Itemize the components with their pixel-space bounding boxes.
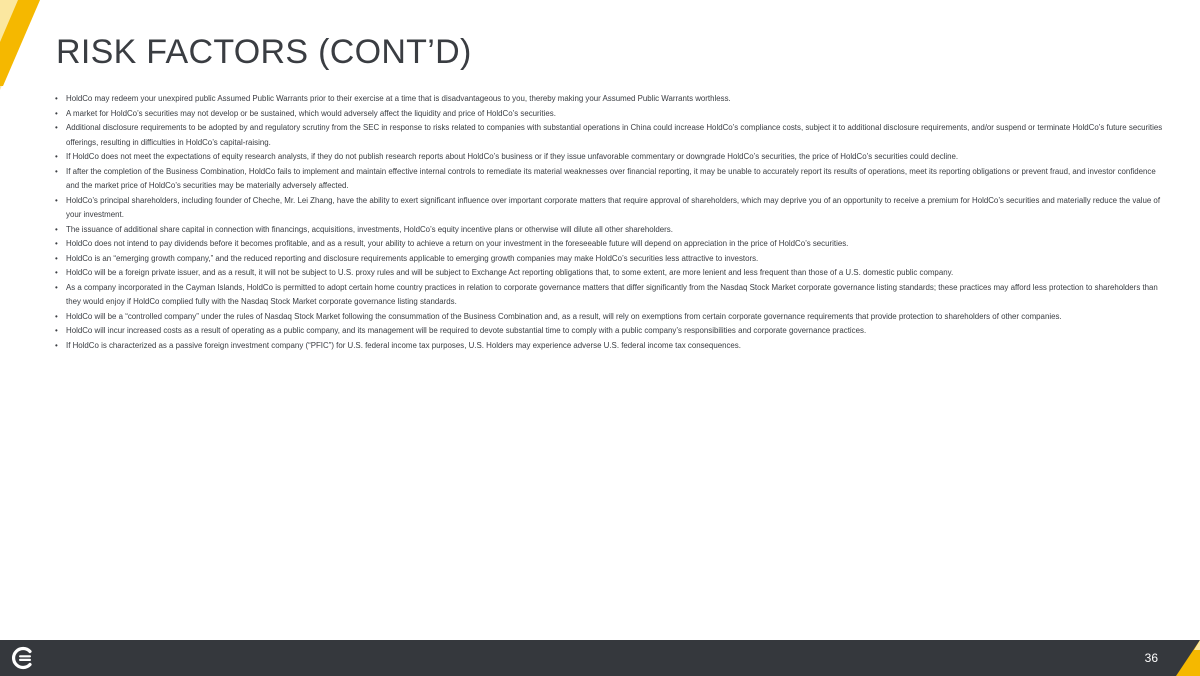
risk-factor-item: • HoldCo will be a foreign private issuer, and as a result, it will not be subject to U.S. proxy rules and will be subject to Exchange Act reporting obligations that, to some extent, are more lenient and less frequent than those of a U.S. domestic public company. [55,266,1165,281]
risk-factor-item: • HoldCo is an “emerging growth company,” and the reduced reporting and disclosure requirements applicable to emerging growth companies may make HoldCo’s securities less attractive to investors. [55,252,1165,267]
footer-accent-stripe [1172,640,1200,676]
risk-factor-item: • If HoldCo does not meet the expectations of equity research analysts, if they do not publish research reports about HoldCo’s business or if they issue unfavorable commentary or downgrade HoldCo’s securities, the price of HoldCo’s securities could decline. [55,150,1165,165]
risk-factor-item: • If after the completion of the Business Combination, HoldCo fails to implement and maintain effective internal controls to remediate its material weaknesses over financial reporting, it may be unable to accurately report its results of operations, meet its reporting obligations or prevent fraud, and investor confidence and the market price of HoldCo’s securities may be materially adversely affected. [55,165,1165,194]
slide-title: RISK FACTORS (CONT’D) [56,33,472,71]
risk-factor-list [55,92,1165,353]
risk-factor-item: • If HoldCo is characterized as a passive foreign investment company (“PFIC”) for U.S. federal income tax purposes, U.S. Holders may experience adverse U.S. federal income tax consequences. [55,339,1165,354]
risk-factor-item: • HoldCo may redeem your unexpired public Assumed Public Warrants prior to their exercise at a time that is disadvantageous to you, thereby making your Assumed Public Warrants worthless. [55,92,1165,107]
risk-factor-item: • HoldCo will be a “controlled company” under the rules of Nasdaq Stock Market following the consummation of the Business Combination and, as a result, will rely on exemptions from certain corporate governance requirements that provide protection to shareholders of other companies. [55,310,1165,325]
risk-factor-item: • HoldCo’s principal shareholders, including founder of Cheche, Mr. Lei Zhang, have the ability to exert significant influence over important corporate matters that require approval of shareholders, which may deprive you of an opportunity to receive a premium for HoldCo’s securities and materially reduce the value of your investment. [55,194,1165,223]
risk-factor-item: • HoldCo will incur increased costs as a result of operating as a public company, and its management will be required to devote substantial time to comply with a public company’s responsibilities and corporate governance practices. [55,324,1165,339]
risk-factor-item: • Additional disclosure requirements to be adopted by and regulatory scrutiny from the SEC in response to risks related to companies with substantial operations in China could increase HoldCo’s compliance costs, subject it to additional disclosure requirements, and/or suspend or terminate HoldCo’s future securities offerings, resulting in difficulties in HoldCo’s capital-raising. [55,121,1165,150]
company-logo-icon [11,646,35,670]
risk-factor-item: • HoldCo does not intend to pay dividends before it becomes profitable, and as a result, your ability to achieve a return on your investment in the foreseeable future will depend on appreciation in the price of HoldCo’s securities. [55,237,1165,252]
risk-factor-item: • The issuance of additional share capital in connection with financings, acquisitions, investments, HoldCo’s equity incentive plans or otherwise will dilute all other shareholders. [55,223,1165,238]
risk-factor-item: • A market for HoldCo’s securities may not develop or be sustained, which would adversely affect the liquidity and price of HoldCo’s securities. [55,107,1165,122]
risk-factor-item: • As a company incorporated in the Cayman Islands, HoldCo is permitted to adopt certain home country practices in relation to corporate governance matters that differ significantly from the Nasdaq Stock Market corporate governance listing standards; these practices may afford less protection to shareholders than they would enjoy if HoldCo complied fully with the Nasdaq Stock Market corporate governance listing standards. [55,281,1165,310]
footer-bar [0,640,1200,676]
page-number: 36 [1144,651,1158,665]
corner-accent-stripe [0,0,40,90]
